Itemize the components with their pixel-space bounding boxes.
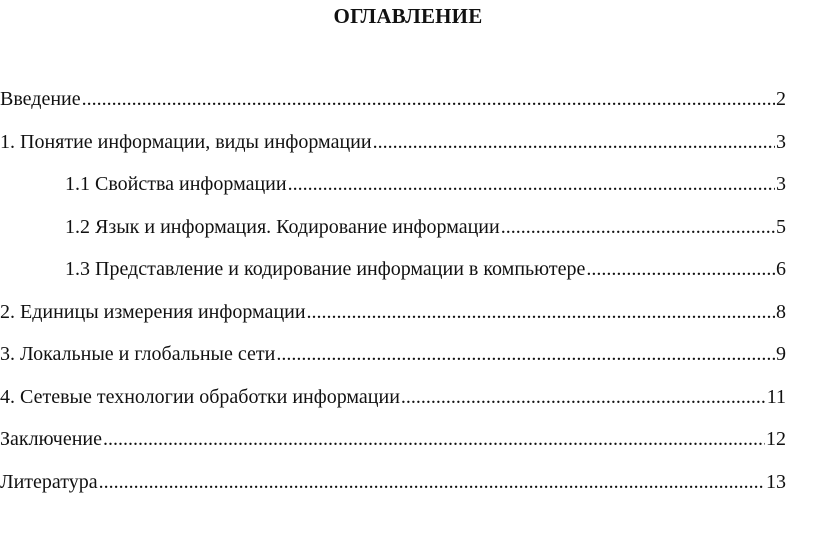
toc-dot-leader [288,171,775,197]
toc-page-number: 13 [766,470,786,493]
toc-dot-leader [276,341,775,367]
toc-entry-title: 1. Понятие информации, виды информации [0,130,372,153]
toc-dot-leader [103,426,765,452]
toc-entry-title: 2. Единицы измерения информации [0,300,306,323]
toc-page-number: 12 [766,428,786,450]
toc-entry[interactable] [0,214,786,257]
toc-dot-leader [586,256,775,282]
toc-dot-leader [82,86,775,112]
toc-page-number: 9 [776,343,786,365]
toc-dot-leader [501,214,775,240]
toc-dot-leader [307,299,775,325]
toc-entry[interactable] [0,171,786,214]
toc-dot-leader [99,469,765,495]
toc-page-number: 11 [766,385,786,408]
toc-entry[interactable] [0,256,786,299]
toc-entry-title: Литература [0,470,98,493]
toc-entry-title: Введение [0,88,81,110]
toc-page-number: 8 [776,300,786,323]
toc-dot-leader [401,384,766,410]
toc-entry[interactable] [0,341,786,384]
toc-page-number: 5 [776,215,786,238]
toc-page-number: 6 [776,258,786,280]
toc-page-number: 3 [776,130,786,153]
page-title: ОГЛАВЛЕНИЕ [333,4,483,28]
toc-entry[interactable] [0,469,786,512]
toc-entry-title: 4. Сетевые технологии обработки информации [0,385,400,408]
toc-page-number: 2 [776,88,786,110]
toc-entry[interactable] [0,426,786,469]
toc-entry-title: 1.2 Язык и информация. Кодирование информации [65,215,500,238]
toc-dot-leader [373,129,775,155]
toc-entry[interactable] [0,129,786,172]
toc-entry[interactable] [0,299,786,342]
table-of-contents [0,86,786,511]
toc-entry-title: 1.1 Свойства информации [65,173,287,195]
toc-entry-title: Заключение [0,428,102,450]
toc-entry-title: 3. Локальные и глобальные сети [0,343,276,365]
toc-page-number: 3 [776,173,786,195]
toc-entry-title: 1.3 Представление и кодирование информации в компьютере [65,258,586,280]
toc-entry[interactable] [0,86,786,129]
toc-entry[interactable] [0,384,786,427]
